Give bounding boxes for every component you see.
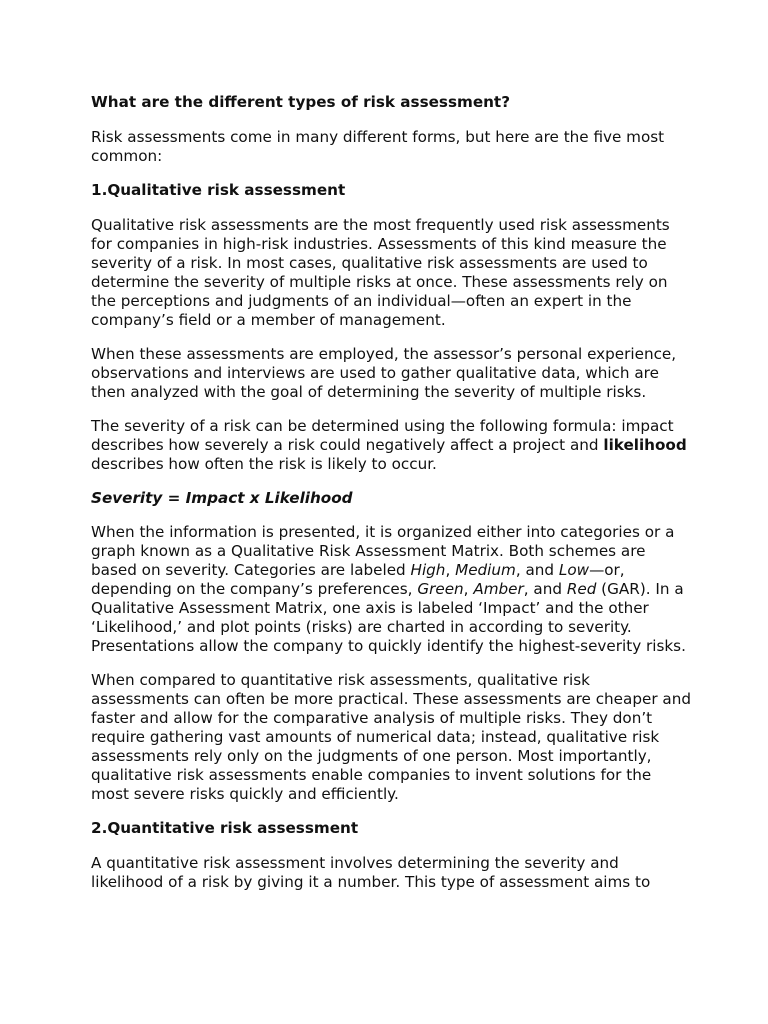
category-green: Green <box>417 580 464 598</box>
category-amber: Amber <box>473 580 524 598</box>
paragraph-text: , <box>445 561 456 579</box>
likelihood-term: likelihood <box>603 436 687 454</box>
category-low: Low <box>558 561 590 579</box>
section-heading-qualitative: 1.Qualitative risk assessment <box>91 181 346 199</box>
qualitative-paragraph-5: When compared to quantitative risk assessments, qualitative risk assessments can often be more practical. These assessments are cheaper and faster and allow for the comparative analysis of multiple risks. They don’t require gathering vast amounts of numerical data; instead, qualitative risk assessments rely only on the judgments of one person. Most importantly, qualitative risk assessments enable companies to invent solutions for the most severe risks quickly and efficiently. <box>91 671 691 803</box>
quantitative-paragraph-1: A quantitative risk assessment involves determining the severity and likelihood of a risk by giving it a number. This type of assessment aims to <box>91 854 651 891</box>
paragraph-text: , and <box>523 580 567 598</box>
category-high: High <box>410 561 446 579</box>
paragraph-text: The severity of a risk can be determined using the following formula: impact describes how severely a risk could negatively affect a project and <box>91 417 674 454</box>
qualitative-paragraph-4 <box>91 523 691 656</box>
document-body <box>91 93 691 892</box>
paragraph-text: —or, depending on the company’s preferences, <box>91 561 625 598</box>
qualitative-paragraph-3 <box>91 417 691 474</box>
paragraph-text: , and <box>515 561 559 579</box>
paragraph-text: , <box>463 580 474 598</box>
paragraph-text: When the information is presented, it is organized either into categories or a graph known as a Qualitative Risk Assessment Matrix. Both schemes are based on severity. Categories are labeled <box>91 523 675 579</box>
category-red: Red <box>566 580 597 598</box>
paragraph-text: (GAR). In a Qualitative Assessment Matrix, one axis is labeled ‘Impact’ and the other ‘Likelihood,’ and plot points (risks) are charted in according to severity. Presentations allow the company to quickly identify the highest-severity risks. <box>91 580 686 655</box>
paragraph-text: describes how often the risk is likely to occur. <box>91 455 437 473</box>
category-medium: Medium <box>455 561 516 579</box>
intro-paragraph: Risk assessments come in many different forms, but here are the five most common: <box>91 128 665 165</box>
section-heading-quantitative: 2.Quantitative risk assessment <box>91 819 359 837</box>
page-title: What are the different types of risk assessment? <box>91 93 511 111</box>
severity-formula: Severity = Impact x Likelihood <box>91 489 353 507</box>
qualitative-paragraph-1: Qualitative risk assessments are the most frequently used risk assessments for companies in high-risk industries. Assessments of this kind measure the severity of a risk. In most cases, qualitative risk assessments are used to determine the severity of multiple risks at once. These assessments rely on the perceptions and judgments of an individual—often an expert in the company’s field or a member of management. <box>91 216 670 329</box>
qualitative-paragraph-2: When these assessments are employed, the assessor’s personal experience, observations and interviews are used to gather qualitative data, which are then analyzed with the goal of determining the severity of multiple risks. <box>91 345 677 401</box>
